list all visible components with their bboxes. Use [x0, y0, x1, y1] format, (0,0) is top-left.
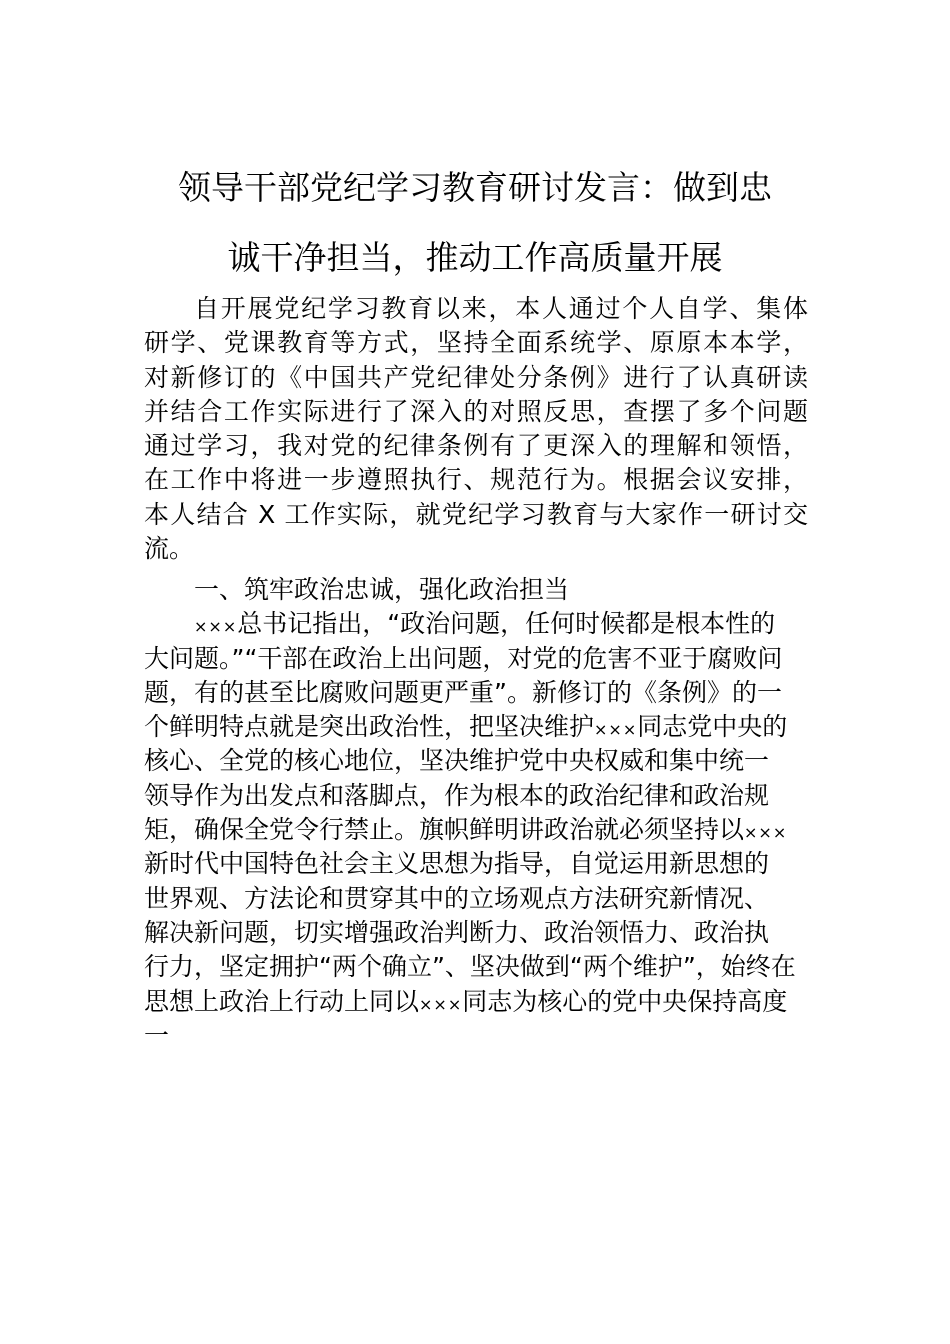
line-text: 矩，确保全党令行禁止。旗帜鲜明讲政治就必须坚持以: [144, 815, 745, 845]
paragraph-line: [144, 710, 808, 744]
redacted-name: ×××: [194, 617, 238, 637]
line-text: 世界观、方法论和贯穿其中的立场观点方法研究新情况、: [144, 883, 770, 913]
paragraph-line: [144, 847, 808, 881]
paragraph-line: [144, 813, 808, 847]
document-title-line-1: 领导干部党纪学习教育研讨发言：做到忠: [178, 168, 772, 207]
paragraph-line: 流。: [144, 534, 195, 564]
redacted-name: ×××: [744, 823, 788, 843]
line-text: 解决新问题，切实增强政治判断力、政治领悟力、政治执: [144, 917, 770, 947]
paragraph-line: 通过学习，我对党的纪律条例有了更深入的理解和领悟，: [144, 431, 808, 461]
line-text: 同志党中央的: [637, 712, 788, 742]
line-text: 行力，坚定拥护“两个确立”、坚决做到“两个维护”，始终在: [144, 952, 796, 982]
section-paragraph: [144, 607, 808, 1053]
paragraph-line: 本人结合 X 工作实际，就党纪学习教育与大家作一研讨交: [144, 499, 808, 529]
line-text: 思想上政治上行动上同以: [144, 986, 420, 1016]
line-text: 一: [144, 1020, 170, 1050]
line-text: 总书记指出，“政治问题，任何时候都是根本性的: [237, 609, 776, 639]
paragraph-line: [144, 985, 808, 1019]
line-text: 大问题。”“干部在政治上出问题，对党的危害不亚于腐败问: [144, 643, 783, 673]
paragraph-line: [144, 916, 808, 950]
paragraph-line: [144, 1019, 808, 1053]
line-text: 同志为核心的党中央保持高度: [462, 986, 788, 1016]
paragraph-line: 自开展党纪学习教育以来，本人通过个人自学、集体: [194, 294, 808, 323]
line-text: 新时代中国特色社会主义思想为指导，自觉运用新思想的: [144, 849, 770, 879]
redacted-name: ×××: [419, 994, 463, 1014]
paragraph-line: [144, 642, 808, 676]
paragraph-line: 对新修订的《中国共产党纪律处分条例》进行了认真研读: [144, 362, 808, 392]
line-text: 个鲜明特点就是突出政治性，把坚决维护: [144, 712, 595, 742]
paragraph-line: [144, 950, 808, 984]
paragraph-line: [144, 744, 808, 778]
redacted-name: ×××: [594, 720, 638, 740]
document-title-line-2: 诚干净担当，推动工作高质量开展: [227, 238, 723, 277]
section-heading: 一、筑牢政治忠诚，强化政治担当: [194, 575, 570, 604]
line-text: 领导作为出发点和落脚点，作为根本的政治纪律和政治规: [144, 780, 770, 810]
paragraph-line: 在工作中将进一步遵照执行、规范行为。根据会议安排，: [144, 465, 808, 495]
paragraph-line: 并结合工作实际进行了深入的对照反思，查摆了多个问题: [144, 396, 808, 426]
paragraph-line: 研学、党课教育等方式，坚持全面系统学、原原本本学，: [144, 328, 808, 358]
paragraph-line: [144, 676, 808, 710]
line-text: 核心、全党的核心地位，坚决维护党中央权威和集中统一: [144, 746, 770, 776]
intro-paragraph: [144, 292, 808, 566]
section-one: [144, 573, 808, 1053]
paragraph-line: [144, 607, 808, 641]
paragraph-line: [144, 779, 808, 813]
line-text: 题，有的甚至比腐败问题更严重”。新修订的《条例》的一: [144, 677, 782, 707]
paragraph-line: [144, 882, 808, 916]
